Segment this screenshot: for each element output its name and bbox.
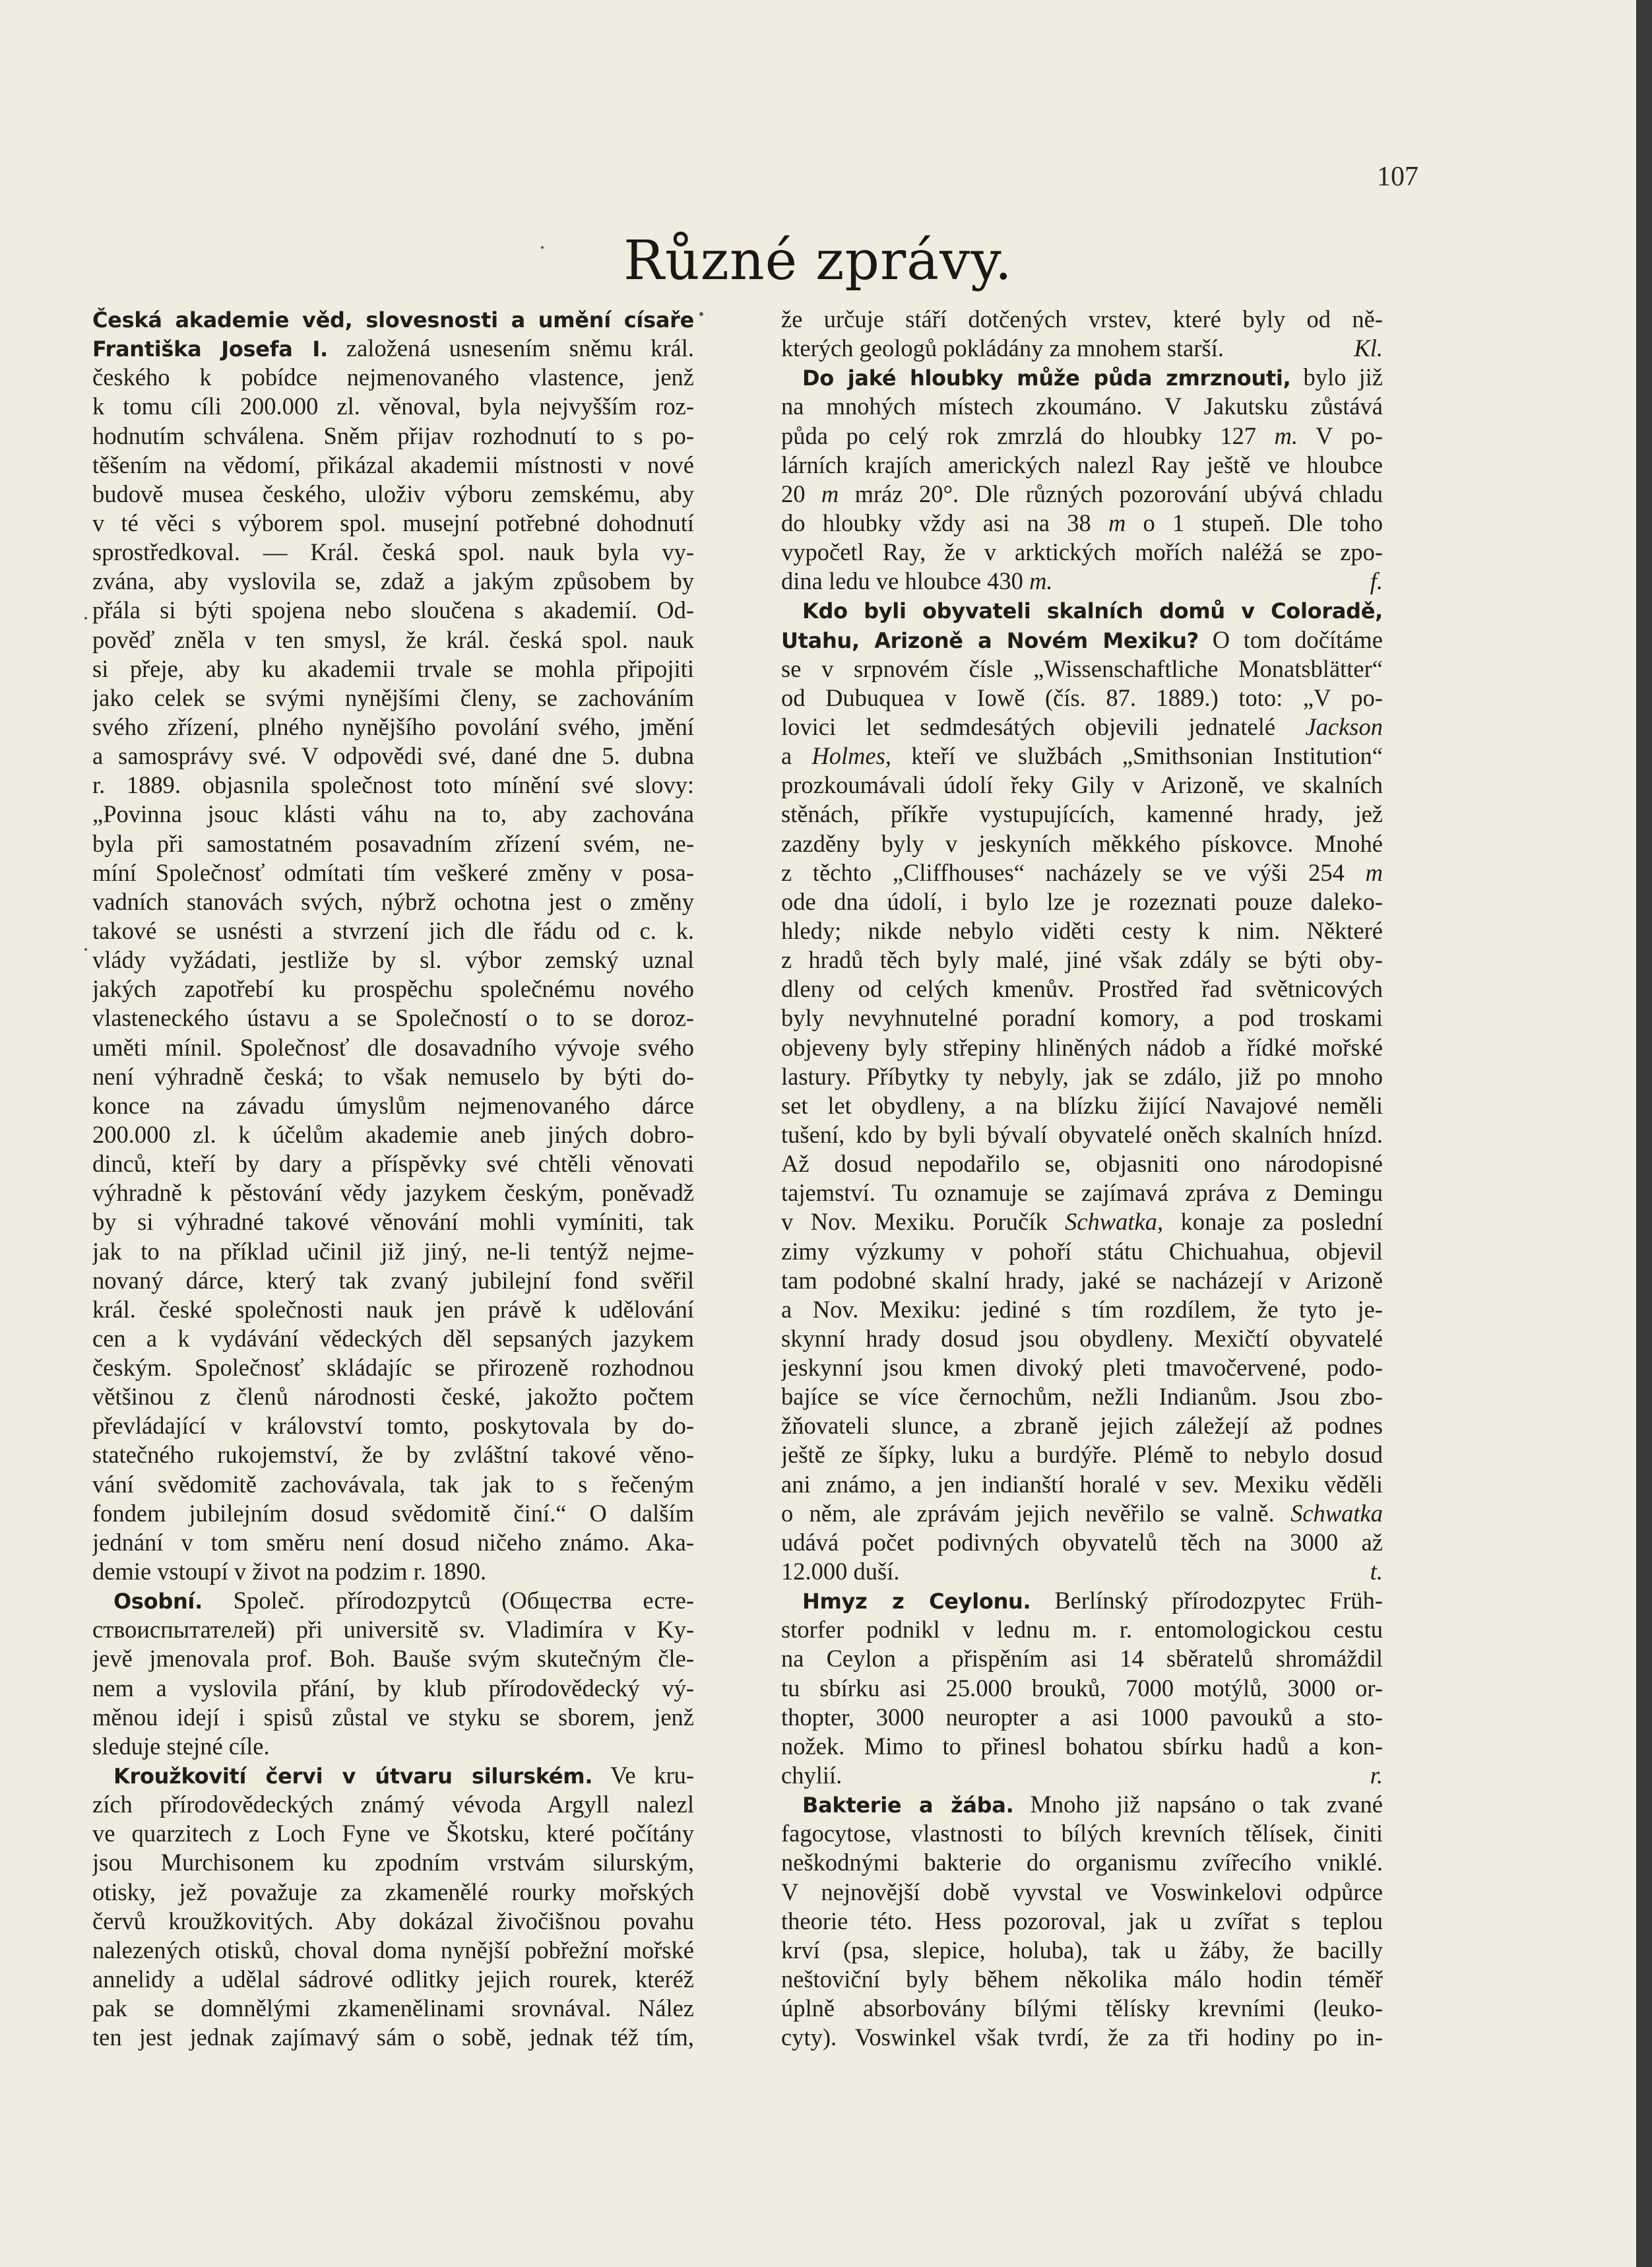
text-line [781, 1994, 1383, 2023]
text-line [92, 2023, 694, 2052]
text-line [781, 422, 1383, 451]
text-line [92, 829, 694, 858]
body-text: ani známo, a jen indianští horalé v sev. Mexiku věděli [781, 1470, 1383, 1498]
body-text: o 1 stupeň. Dle toho [1126, 509, 1383, 536]
text-line [781, 945, 1383, 974]
text-line [781, 480, 1383, 509]
body-text: Až dosud nepodařilo se, objasniti ono národopisné [781, 1150, 1383, 1178]
body-text: cyty). Voswinkel však tvrdí, že za tři hodiny po in- [781, 2024, 1383, 2051]
body-text: a samosprávy své. V odpovědi své, dané dne 5. dubna [92, 742, 694, 770]
body-text: sleduje stejné cíle. [92, 1732, 270, 1760]
body-text: skynní hrady dosud jsou obydleny. Mexičtí obyvatelé [781, 1324, 1383, 1352]
body-text: stěnách, příkře vystupujících, kamenné hrady, jež [781, 800, 1383, 828]
body-text: z hradů těch byly malé, jiné však zdály se býti oby- [781, 946, 1383, 974]
text-line [92, 1470, 694, 1499]
text-line [92, 1878, 694, 1907]
text-line [92, 1295, 694, 1324]
body-text: většinou z členů národnosti české, jakožto počtem [92, 1383, 694, 1411]
text-line [781, 2023, 1383, 2052]
left-column [92, 305, 694, 2052]
text-line [781, 1091, 1383, 1120]
text-line [92, 1091, 694, 1120]
italic-text: m [1365, 858, 1383, 886]
body-text: takové se usnésti a stvrzení jich dle řádu od c. k. [92, 916, 694, 944]
body-text: jednání v tom směru není dosud ničeho známo. Aka- [92, 1528, 694, 1556]
body-text: statečného rukojemství, že by zvláštní takové věno- [92, 1441, 694, 1469]
body-text: hodnutím schválena. Sněm přijav rozhodnutí to s po- [92, 422, 694, 449]
body-text: jako celek se svými nynějšími členy, se zachováním [92, 684, 694, 711]
text-line [92, 1674, 694, 1703]
text-line [781, 887, 1383, 916]
body-text: tam podobné skalní hrady, jaké se nacházejí v Arizoně [781, 1266, 1383, 1294]
text-line [92, 451, 694, 480]
section-heading: Hmyz z Ceylonu. [802, 1589, 1031, 1614]
text-line [781, 1062, 1383, 1091]
body-text: 20 [781, 480, 821, 507]
body-text: nožek. Mimo to přinesl bohatou sbírku hadů a kon- [781, 1732, 1383, 1760]
author-signature: Kl. [1354, 335, 1383, 362]
body-text: konce na závadu úmyslům nejmenovaného dárce [92, 1091, 694, 1119]
text-line [92, 1644, 694, 1673]
text-line [781, 1703, 1383, 1732]
body-text: a [781, 742, 812, 770]
section-heading: Bakterie a žába. [802, 1793, 1014, 1818]
text-line [92, 684, 694, 713]
text-line [781, 1266, 1383, 1295]
body-text: jak to na příklad učinil již jiný, ne-li tentýž nejme- [92, 1237, 694, 1265]
body-text: král. české společnosti nauk jen právě k udělování [92, 1295, 694, 1323]
text-line [781, 1732, 1383, 1761]
body-text: objeveny byly střepiny hliněných nádob a řídké mořské [781, 1033, 1383, 1061]
section-heading: Kdo byli obyvateli skalních domů v Coloradě, [802, 598, 1383, 624]
body-text: nem a vyslovila přání, by klub přírodovědecký vý- [92, 1674, 694, 1702]
body-text: kterých geologů pokládány za mnohem starší. [781, 335, 1224, 362]
body-text: O tom dočítáme [1199, 625, 1383, 653]
text-line [781, 1965, 1383, 1994]
body-text: chylií. [781, 1762, 842, 1789]
text-line [781, 363, 1383, 392]
body-text: vadních stanovách svých, nýbrž ochotna jest o změny [92, 887, 694, 915]
body-text: o něm, ale zprávám jejich nevěřilo se valně. [781, 1499, 1291, 1527]
text-line [92, 800, 694, 829]
text-line [781, 334, 1383, 363]
italic-text: Holmes, [811, 742, 892, 770]
body-text: a Nov. Mexiku: jediné s tím rozdílem, že tyto je- [781, 1295, 1383, 1323]
body-text: kteří ve službách „Smithsonian Institution“ [891, 742, 1383, 770]
text-line [92, 1994, 694, 2023]
body-text: hledy; nikde nebylo viděti cesty k nim. Některé [781, 916, 1383, 944]
body-text: převládající v království tomto, poskytovala by do- [92, 1412, 694, 1440]
text-line [781, 771, 1383, 800]
text-line [92, 1499, 694, 1528]
body-text: krví (psa, slepice, holuba), tak u žáby, že bacilly [781, 1936, 1383, 1964]
body-text: ten jest jednak zajímavý sám o sobě, jednak též tím, [92, 2024, 694, 2051]
body-text: jevě jmenovala prof. Boh. Bauše svým skutečným čle- [92, 1645, 694, 1673]
text-line [781, 1382, 1383, 1411]
text-line [781, 800, 1383, 829]
italic-text: Jackson [1305, 713, 1383, 740]
section-heading: Utahu, Arizoně a Novém Mexiku? [781, 627, 1199, 653]
text-line [781, 1324, 1383, 1353]
body-text: lovici let sedmdesátých objevili jednatelé [781, 713, 1306, 740]
text-line [92, 567, 694, 596]
body-text: si přeje, aby ku akademii trvale se mohla připojiti [92, 655, 694, 682]
body-text: zazděny byly v jeskyních měkkého pískovce. Mnohé [781, 829, 1383, 857]
body-text: na mnohých místech zkoumáno. V Jakutsku zůstává [781, 393, 1383, 420]
body-text: vlády vyžádati, jestliže by sl. výbor zemský uznal [92, 946, 694, 974]
body-text: mráz 20°. Dle různých pozorování ubývá chladu [839, 480, 1383, 507]
text-line [781, 1411, 1383, 1440]
body-text: dleny od celých kmenův. Prostřed řad světnicových [781, 975, 1383, 1003]
body-text: půda po celý rok zmrzlá do hloubky 127 [781, 422, 1275, 449]
body-text: z těchto „Cliffhouses“ nacházely se ve výši 254 [781, 858, 1366, 886]
body-text: ve quarzitech z Loch Fyne ve Škotsku, které počítány [92, 1820, 694, 1847]
text-line [92, 1237, 694, 1266]
body-text: lárních krajích amerických nalezl Ray ještě ve hloubce [781, 451, 1383, 478]
text-line [781, 713, 1383, 742]
body-text: zimy výzkumy v pohoří státu Chichuahua, objevil [781, 1237, 1383, 1265]
text-line [92, 480, 694, 509]
print-speck [541, 246, 544, 249]
body-text: pověď zněla v ten smysl, že král. česká spol. nauk [92, 625, 694, 653]
text-line [92, 742, 694, 771]
text-line [92, 713, 694, 742]
text-line [92, 945, 694, 974]
body-text: v té věci s výborem spol. musejní potřebné dohodnutí [92, 509, 694, 536]
text-line [92, 1528, 694, 1557]
text-line [92, 1149, 694, 1178]
body-text: vání svědomitě zachovávala, tak jak to s řečeným [92, 1470, 694, 1498]
body-text: červů kroužkovitých. Aby dokázal živočišnou povahu [92, 1907, 694, 1934]
body-text: byla při samostatném posavadním zřízení svém, ne- [92, 829, 694, 857]
text-line [781, 1674, 1383, 1703]
print-speck [84, 948, 87, 951]
text-line [92, 771, 694, 800]
text-line [92, 1848, 694, 1877]
body-text: ode dna údolí, i bylo lze je rozeznati pouze daleko- [781, 887, 1383, 915]
text-line [781, 1790, 1383, 1819]
text-line [781, 1207, 1383, 1236]
body-text: by si výhradné takové věnování mohli vymíniti, tak [92, 1208, 694, 1236]
text-line [92, 1586, 694, 1615]
text-line [92, 1790, 694, 1819]
body-text: 12.000 duší. [781, 1558, 900, 1585]
text-line [92, 1062, 694, 1091]
right-column [781, 305, 1383, 2052]
text-line [92, 1411, 694, 1440]
text-line [92, 1965, 694, 1994]
body-text: Berlínský přírodozpytec Früh- [1031, 1587, 1383, 1614]
text-line [92, 422, 694, 451]
body-text: udává počet podivných obyvatelů těch na 3000 až [781, 1528, 1383, 1556]
text-line [92, 1732, 694, 1761]
body-text: uměti mínil. Společnosť dle dosavadního vývoje svého [92, 1033, 694, 1061]
page-number: 107 [1377, 162, 1418, 192]
print-speck [699, 312, 703, 316]
body-text: 200.000 zl. k účelům akademie aneb jiných dobro- [92, 1120, 694, 1148]
text-line [781, 1528, 1383, 1557]
section-heading: Kroužkovití červi v útvaru silurském. [113, 1764, 593, 1789]
body-text: sprostředkoval. — Král. česká spol. nauk byla vy- [92, 538, 694, 566]
text-line [92, 625, 694, 655]
text-line [92, 916, 694, 945]
text-line [781, 1615, 1383, 1644]
text-line [92, 1033, 694, 1062]
body-text: se v srpnovém čísle „Wissenschaftliche Monatsblätter“ [781, 655, 1383, 682]
body-text: bajíce se více černochům, nežli Indianům. Jsou zbo- [781, 1383, 1383, 1411]
body-text: přála si býti spojena nebo sloučena s akademií. Od- [92, 596, 694, 624]
text-line [781, 1557, 1383, 1586]
body-text: novaný dárce, který tak zvaný jubilejní fond svěřil [92, 1266, 694, 1294]
body-text: českým. Společnosť skládajíc se přirozeně rozhodnou [92, 1354, 694, 1382]
body-text: r. 1889. objasnila společnost toto mínění své slovy: [92, 771, 694, 799]
body-text: těšením na vědomí, přikázal akademii místnosti v nové [92, 451, 694, 478]
text-line [781, 1353, 1383, 1382]
body-text: Společ. přírodozpytců (Общества есте- [202, 1587, 694, 1614]
text-line [92, 1207, 694, 1236]
body-text: do hloubky vždy asi na 38 [781, 509, 1108, 536]
text-line [781, 1178, 1383, 1207]
section-heading: Do jaké hloubky může půda zmrznouti, [802, 366, 1291, 391]
body-text: cen a k vydávání vědeckých děl sepsaných jazykem [92, 1324, 694, 1352]
text-line [781, 1819, 1383, 1848]
body-text: pak se domnělými zkamenělinami srovnával. Nález [92, 1995, 694, 2022]
author-signature: t. [1370, 1558, 1383, 1585]
body-text: neškodnými bakterie do organismu zvířecího vniklé. [781, 1849, 1383, 1876]
text-line [781, 1936, 1383, 1965]
text-line [781, 567, 1383, 596]
body-text: na Ceylon a přispěním asi 14 sběratelů shromáždil [781, 1645, 1383, 1673]
text-line [781, 596, 1383, 625]
body-text: fagocytose, vlastnosti to bílých krevních tělísek, činiti [781, 1820, 1383, 1847]
text-line [781, 858, 1383, 887]
text-line [92, 1703, 694, 1732]
text-line [92, 596, 694, 625]
body-text: jeskynní jsou kmen divoký pleti tmavočervené, podo- [781, 1354, 1383, 1382]
text-line [92, 1178, 694, 1207]
text-line [92, 1907, 694, 1936]
italic-text: m [821, 480, 839, 507]
body-text: tušení, kdo by byli bývalí obyvatelé oněch skalních hnízd. [781, 1120, 1383, 1148]
text-line [781, 1149, 1383, 1178]
body-text: lastury. Příbytky ty nebyly, jak se zdálo, již po mnoho [781, 1062, 1383, 1090]
body-text: zvána, aby vyslovila se, zdaž a jakým způsobem by [92, 567, 694, 595]
body-text: českého k pobídce nejmenovaného vlastence, jenž [92, 364, 694, 391]
text-line [781, 1295, 1383, 1324]
text-line [781, 1878, 1383, 1907]
body-text: výhradně k pěstování vědy jazykem českým, poněvadž [92, 1179, 694, 1207]
page-title: Různé zprávy. [623, 230, 1013, 292]
body-text: vypočetl Ray, že v arktických mořích naléžá se zpo- [781, 538, 1383, 566]
section-heading: Česká akademie věd, slovesnosti a umění císaře [92, 307, 694, 333]
text-line [781, 655, 1383, 684]
body-text: thopter, 3000 neuropter a asi 1000 pavouků a sto- [781, 1703, 1383, 1731]
text-line [92, 334, 694, 363]
body-text: k tomu cíli 200.000 zl. věnoval, byla nejvyšším roz- [92, 393, 694, 420]
text-line [92, 858, 694, 887]
italic-text: m [1108, 509, 1126, 536]
text-line [781, 1848, 1383, 1877]
text-line [781, 1499, 1383, 1528]
print-speck [84, 617, 87, 620]
text-line [781, 625, 1383, 655]
text-line [781, 1907, 1383, 1936]
text-line [92, 1557, 694, 1586]
text-line [92, 509, 694, 538]
body-text: zích přírodovědeckých známý vévoda Argyll nalezl [92, 1791, 694, 1818]
text-line [92, 305, 694, 334]
body-text: jakých zapotřebí ku prospěchu společnému nového [92, 975, 694, 1003]
body-text: míní Společnosť odmítati tím veškeré změny v posa- [92, 858, 694, 886]
text-line [92, 655, 694, 684]
section-heading: Osobní. [113, 1589, 203, 1614]
text-line [92, 1353, 694, 1382]
body-text: úplně absorbovány bílými tělísky krevními (leuko- [781, 1995, 1383, 2022]
text-line [92, 1120, 694, 1149]
body-text: prozkoumávali údolí řeky Gily v Arizoně, ve skalních [781, 771, 1383, 799]
body-text: od Dubuquea v Iowě (čís. 87. 1889.) toto: „V po- [781, 684, 1383, 711]
body-text: vlasteneckého ústavu a se Společností o to se doroz- [92, 1004, 694, 1032]
body-text: ствоиспытателей) při universitě sv. Vladimíra v Ky- [92, 1616, 694, 1644]
body-text: konaje za poslední [1163, 1208, 1383, 1236]
text-line [92, 887, 694, 916]
text-line [781, 684, 1383, 713]
text-line [781, 538, 1383, 567]
text-line [92, 538, 694, 567]
body-text: neštoviční byly během několika málo hodin téměř [781, 1965, 1383, 1993]
body-text: měnou idejí i spisů zůstal ve styku se sborem, jenž [92, 1703, 694, 1731]
body-text: demie vstoupí v život na podzim r. 1890. [92, 1558, 487, 1585]
body-text: založená usnesením sněmu král. [327, 335, 694, 362]
text-line [781, 451, 1383, 480]
body-text: svého zřízení, plného nynějšího povolání svého, jmění [92, 713, 694, 740]
text-line [92, 1266, 694, 1295]
text-line [781, 829, 1383, 858]
body-text: V po- [1298, 422, 1383, 449]
body-text: otisky, jež považuje za zkamenělé rourky mořských [92, 1878, 694, 1905]
author-signature: f. [1370, 567, 1383, 595]
body-text: dina ledu ve hloubce 430 [781, 567, 1030, 595]
text-line [781, 1644, 1383, 1673]
text-line [781, 305, 1383, 334]
body-text: annelidy a udělal sádrové odlitky jejich rourek, kteréž [92, 1965, 694, 1993]
body-text: není výhradně česká; to však nemuselo by býti do- [92, 1062, 694, 1090]
italic-text: Schwatka, [1065, 1208, 1164, 1236]
body-text: žňovateli slunce, a zbraně jejich záležejí až podnes [781, 1412, 1383, 1440]
body-text: nalezených otisků, choval doma nynější pobřežní mořské [92, 1936, 694, 1964]
text-line [781, 916, 1383, 945]
body-text: dinců, kteří by dary a příspěvky své chtěli věnovati [92, 1150, 694, 1178]
italic-text: m. [1274, 422, 1298, 449]
text-line [781, 1004, 1383, 1033]
text-line [781, 392, 1383, 421]
text-line [92, 1615, 694, 1644]
body-text: theorie této. Hess pozoroval, jak u zvířat s teplou [781, 1907, 1383, 1934]
text-line [92, 974, 694, 1004]
body-text: bylo již [1290, 364, 1383, 391]
text-line [92, 1440, 694, 1469]
text-line [92, 1761, 694, 1790]
body-text: V nejnovější době vyvstal ve Voswinkelovi odpůrce [781, 1878, 1383, 1905]
body-text: storfer podnikl v lednu m. r. entomologickou cestu [781, 1616, 1383, 1644]
text-line [781, 742, 1383, 771]
text-line [92, 1936, 694, 1965]
text-line [92, 1324, 694, 1353]
body-text: že určuje stáří dotčených vrstev, které byly od ně- [781, 305, 1383, 333]
text-line [92, 1004, 694, 1033]
body-text: „Povinna jsouc klásti váhu na to, aby zachována [92, 800, 694, 828]
body-text: v Nov. Mexiku. Poručík [781, 1208, 1065, 1236]
body-text: budově musea českého, uloživ výboru zemskému, aby [92, 480, 694, 507]
text-line [92, 1382, 694, 1411]
body-text: jsou Murchisonem ku zpodním vrstvám silurským, [92, 1849, 694, 1876]
body-text: set let obydleny, a na blízku žijící Navajové neměli [781, 1091, 1383, 1119]
text-line [781, 509, 1383, 538]
author-signature: r. [1370, 1762, 1383, 1789]
text-line [781, 1586, 1383, 1615]
text-line [781, 1440, 1383, 1469]
text-line [92, 392, 694, 421]
text-line [781, 974, 1383, 1004]
body-text: byly nevyhnutelné poradní komory, a pod troskami [781, 1004, 1383, 1032]
text-line [781, 1237, 1383, 1266]
body-text: Ve kru- [592, 1762, 694, 1789]
body-text: tu sbírku asi 25.000 brouků, 7000 motýlů, 3000 or- [781, 1674, 1383, 1702]
body-text: fondem jubilejním dosud svědomitě činí.“ O dalším [92, 1499, 694, 1527]
body-text: ještě ze šípky, luku a burdýře. Plémě to nebylo dosud [781, 1441, 1383, 1469]
text-line [781, 1470, 1383, 1499]
body-text: Mnoho již napsáno o tak zvané [1013, 1791, 1383, 1818]
text-line [92, 363, 694, 392]
section-heading: Františka Josefa I. [92, 336, 328, 362]
italic-text: m. [1029, 567, 1053, 595]
italic-text: Schwatka [1290, 1499, 1383, 1527]
text-line [781, 1120, 1383, 1149]
text-line [781, 1761, 1383, 1790]
body-text: tajemství. Tu oznamuje se zajímavá zpráva z Demingu [781, 1179, 1383, 1207]
text-line [781, 1033, 1383, 1062]
text-line [92, 1819, 694, 1848]
